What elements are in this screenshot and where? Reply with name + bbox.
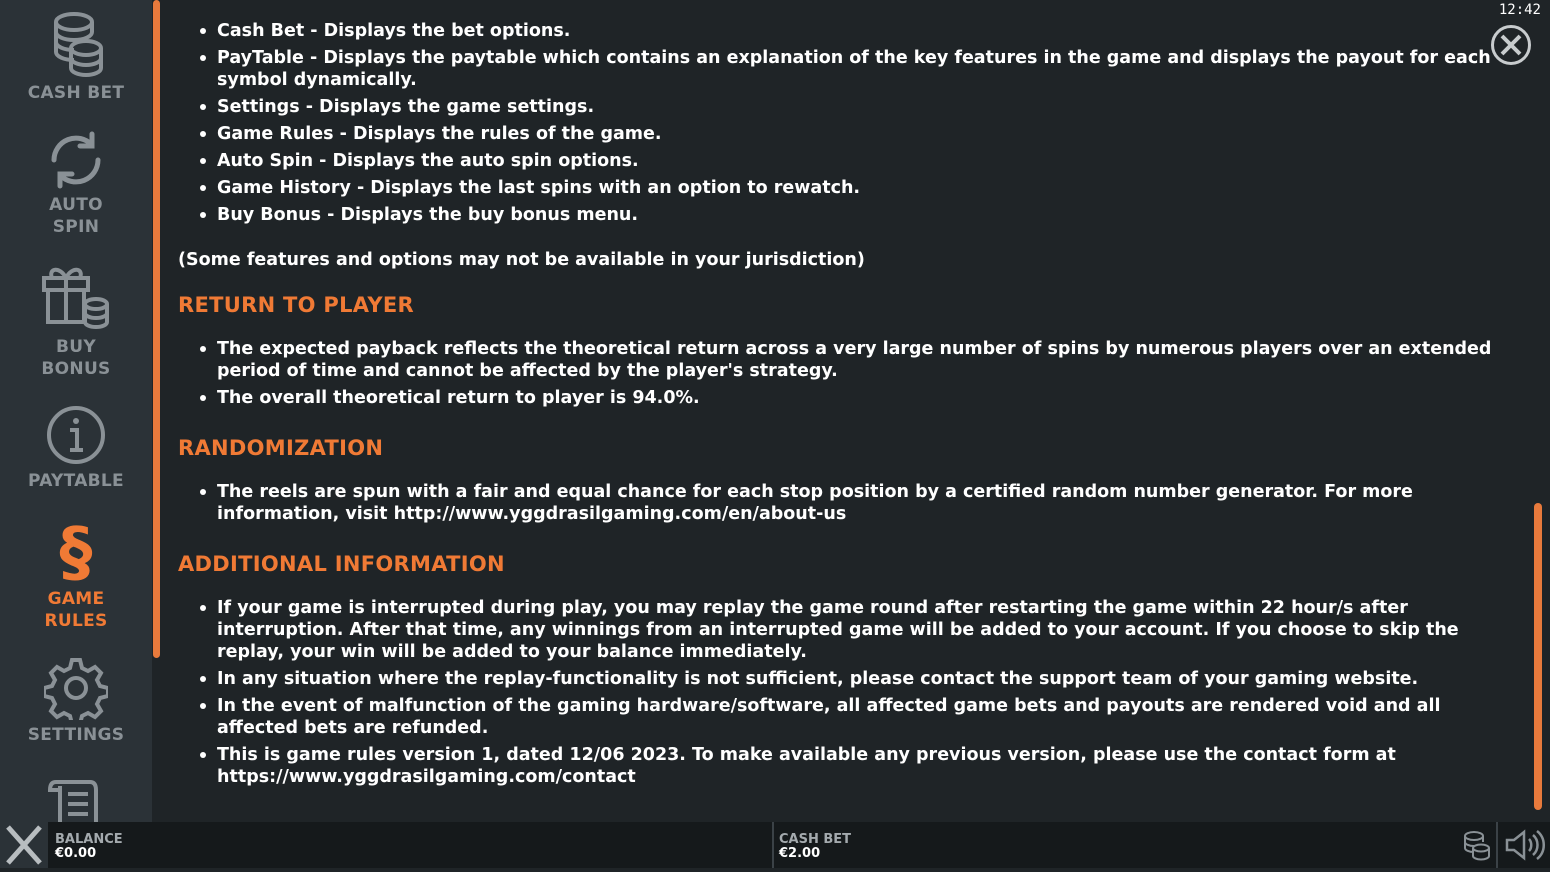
- additional-info-list: [161, 597, 1526, 793]
- divider: [772, 822, 774, 868]
- close-button[interactable]: [1490, 24, 1532, 66]
- list-item: PayTable - Displays the paytable which contains an explanation of the key features in the game and displays the payout for each symbol dynamically.: [217, 47, 1526, 91]
- availability-note: (Some features and options may not be available in your jurisdiction): [178, 250, 865, 270]
- list-item: Game History - Displays the last spins with an option to rewatch.: [217, 177, 1526, 199]
- sidebar-item-game-rules[interactable]: [0, 514, 152, 632]
- sound-button[interactable]: [1503, 828, 1547, 862]
- sidebar-scroll-thumb[interactable]: [153, 0, 160, 658]
- sidebar-item-settings[interactable]: [0, 656, 152, 746]
- gift-coins-icon: [40, 262, 112, 332]
- list-item: Buy Bonus - Displays the buy bonus menu.: [217, 204, 1526, 226]
- content-scroll-thumb[interactable]: [1534, 503, 1542, 810]
- sidebar-item-auto-spin[interactable]: [0, 130, 152, 238]
- sidebar-item-label: GAME RULES: [44, 589, 108, 631]
- section-sign-icon: [56, 514, 96, 584]
- sidebar-item-buy-bonus[interactable]: [0, 262, 152, 380]
- gear-icon: [44, 656, 108, 720]
- svg-text:§: §: [59, 514, 93, 584]
- info-icon: [45, 404, 107, 466]
- list-item: Game Rules - Displays the rules of the game.: [217, 123, 1526, 145]
- sidebar-item-label: CASH BET: [27, 83, 125, 103]
- randomization-list: [161, 481, 1526, 530]
- sidebar-item-history[interactable]: [0, 776, 152, 822]
- sidebar-item-paytable[interactable]: [0, 404, 152, 492]
- list-item: The reels are spun with a fair and equal chance for each stop position by a certified random number generator. For more information, visit http://www.yggdrasilgaming.com/en/about-us: [217, 481, 1526, 525]
- list-item: Cash Bet - Displays the bet options.: [217, 20, 1526, 42]
- section-heading-rtp: RETURN TO PLAYER: [178, 293, 414, 317]
- cash-bet-label: CASH BET: [779, 832, 852, 847]
- list-item: The expected payback reflects the theoretical return across a very large number of spins by numerous players over an extended period of time and cannot be affected by the player's strategy.: [217, 338, 1526, 382]
- close-icon: [1490, 24, 1532, 66]
- balance-label: BALANCE: [55, 832, 123, 847]
- list-item: In the event of malfunction of the gaming hardware/software, all affected game bets and payouts are rendered void and all affected bets are refunded.: [217, 695, 1526, 739]
- coins-button[interactable]: [1460, 828, 1494, 862]
- sidebar-item-cash-bet[interactable]: [0, 10, 152, 104]
- sidebar-item-label: SETTINGS: [27, 725, 125, 745]
- section-heading-additional-info: ADDITIONAL INFORMATION: [178, 552, 505, 576]
- refresh-arrows-icon: [46, 130, 106, 190]
- scroll-icon: [44, 776, 108, 822]
- menu-features-list: [161, 20, 1526, 231]
- coin-stack-icon: [46, 10, 106, 78]
- bottom-status-bar: [0, 822, 1550, 868]
- sidebar-item-label: AUTO SPIN: [49, 195, 103, 237]
- game-menu-sidebar: [0, 0, 152, 822]
- exit-button[interactable]: [0, 822, 48, 868]
- balance-value: €0.00: [55, 846, 97, 861]
- divider: [1496, 822, 1498, 868]
- list-item: If your game is interrupted during play, you may replay the game round after restarting the game within 22 hour/s after interruption. After that time, any winnings from an interrupted game will be added to your account. If you choose to skip the replay, your win will be added to your balance immediately.: [217, 597, 1526, 663]
- list-item: The overall theoretical return to player is 94.0%.: [217, 387, 1526, 409]
- exit-x-icon: [0, 822, 48, 868]
- list-item: In any situation where the replay-functionality is not sufficient, please contact the support team of your gaming website.: [217, 668, 1526, 690]
- speaker-icon: [1503, 828, 1547, 862]
- sidebar-item-label: PAYTABLE: [28, 471, 124, 491]
- list-item: Settings - Displays the game settings.: [217, 96, 1526, 118]
- section-heading-randomization: RANDOMIZATION: [178, 436, 384, 460]
- coin-stack-icon: [1460, 828, 1494, 862]
- clock: 12:42: [1498, 2, 1541, 18]
- sidebar-item-label: BUY BONUS: [41, 337, 111, 379]
- list-item: Auto Spin - Displays the auto spin options.: [217, 150, 1526, 172]
- game-rules-content: [161, 0, 1531, 822]
- list-item: This is game rules version 1, dated 12/06 2023. To make available any previous version, please use the contact form at https://www.yggdrasilgaming.com/contact: [217, 744, 1526, 788]
- rtp-list: [161, 338, 1526, 414]
- cash-bet-value: €2.00: [779, 846, 821, 861]
